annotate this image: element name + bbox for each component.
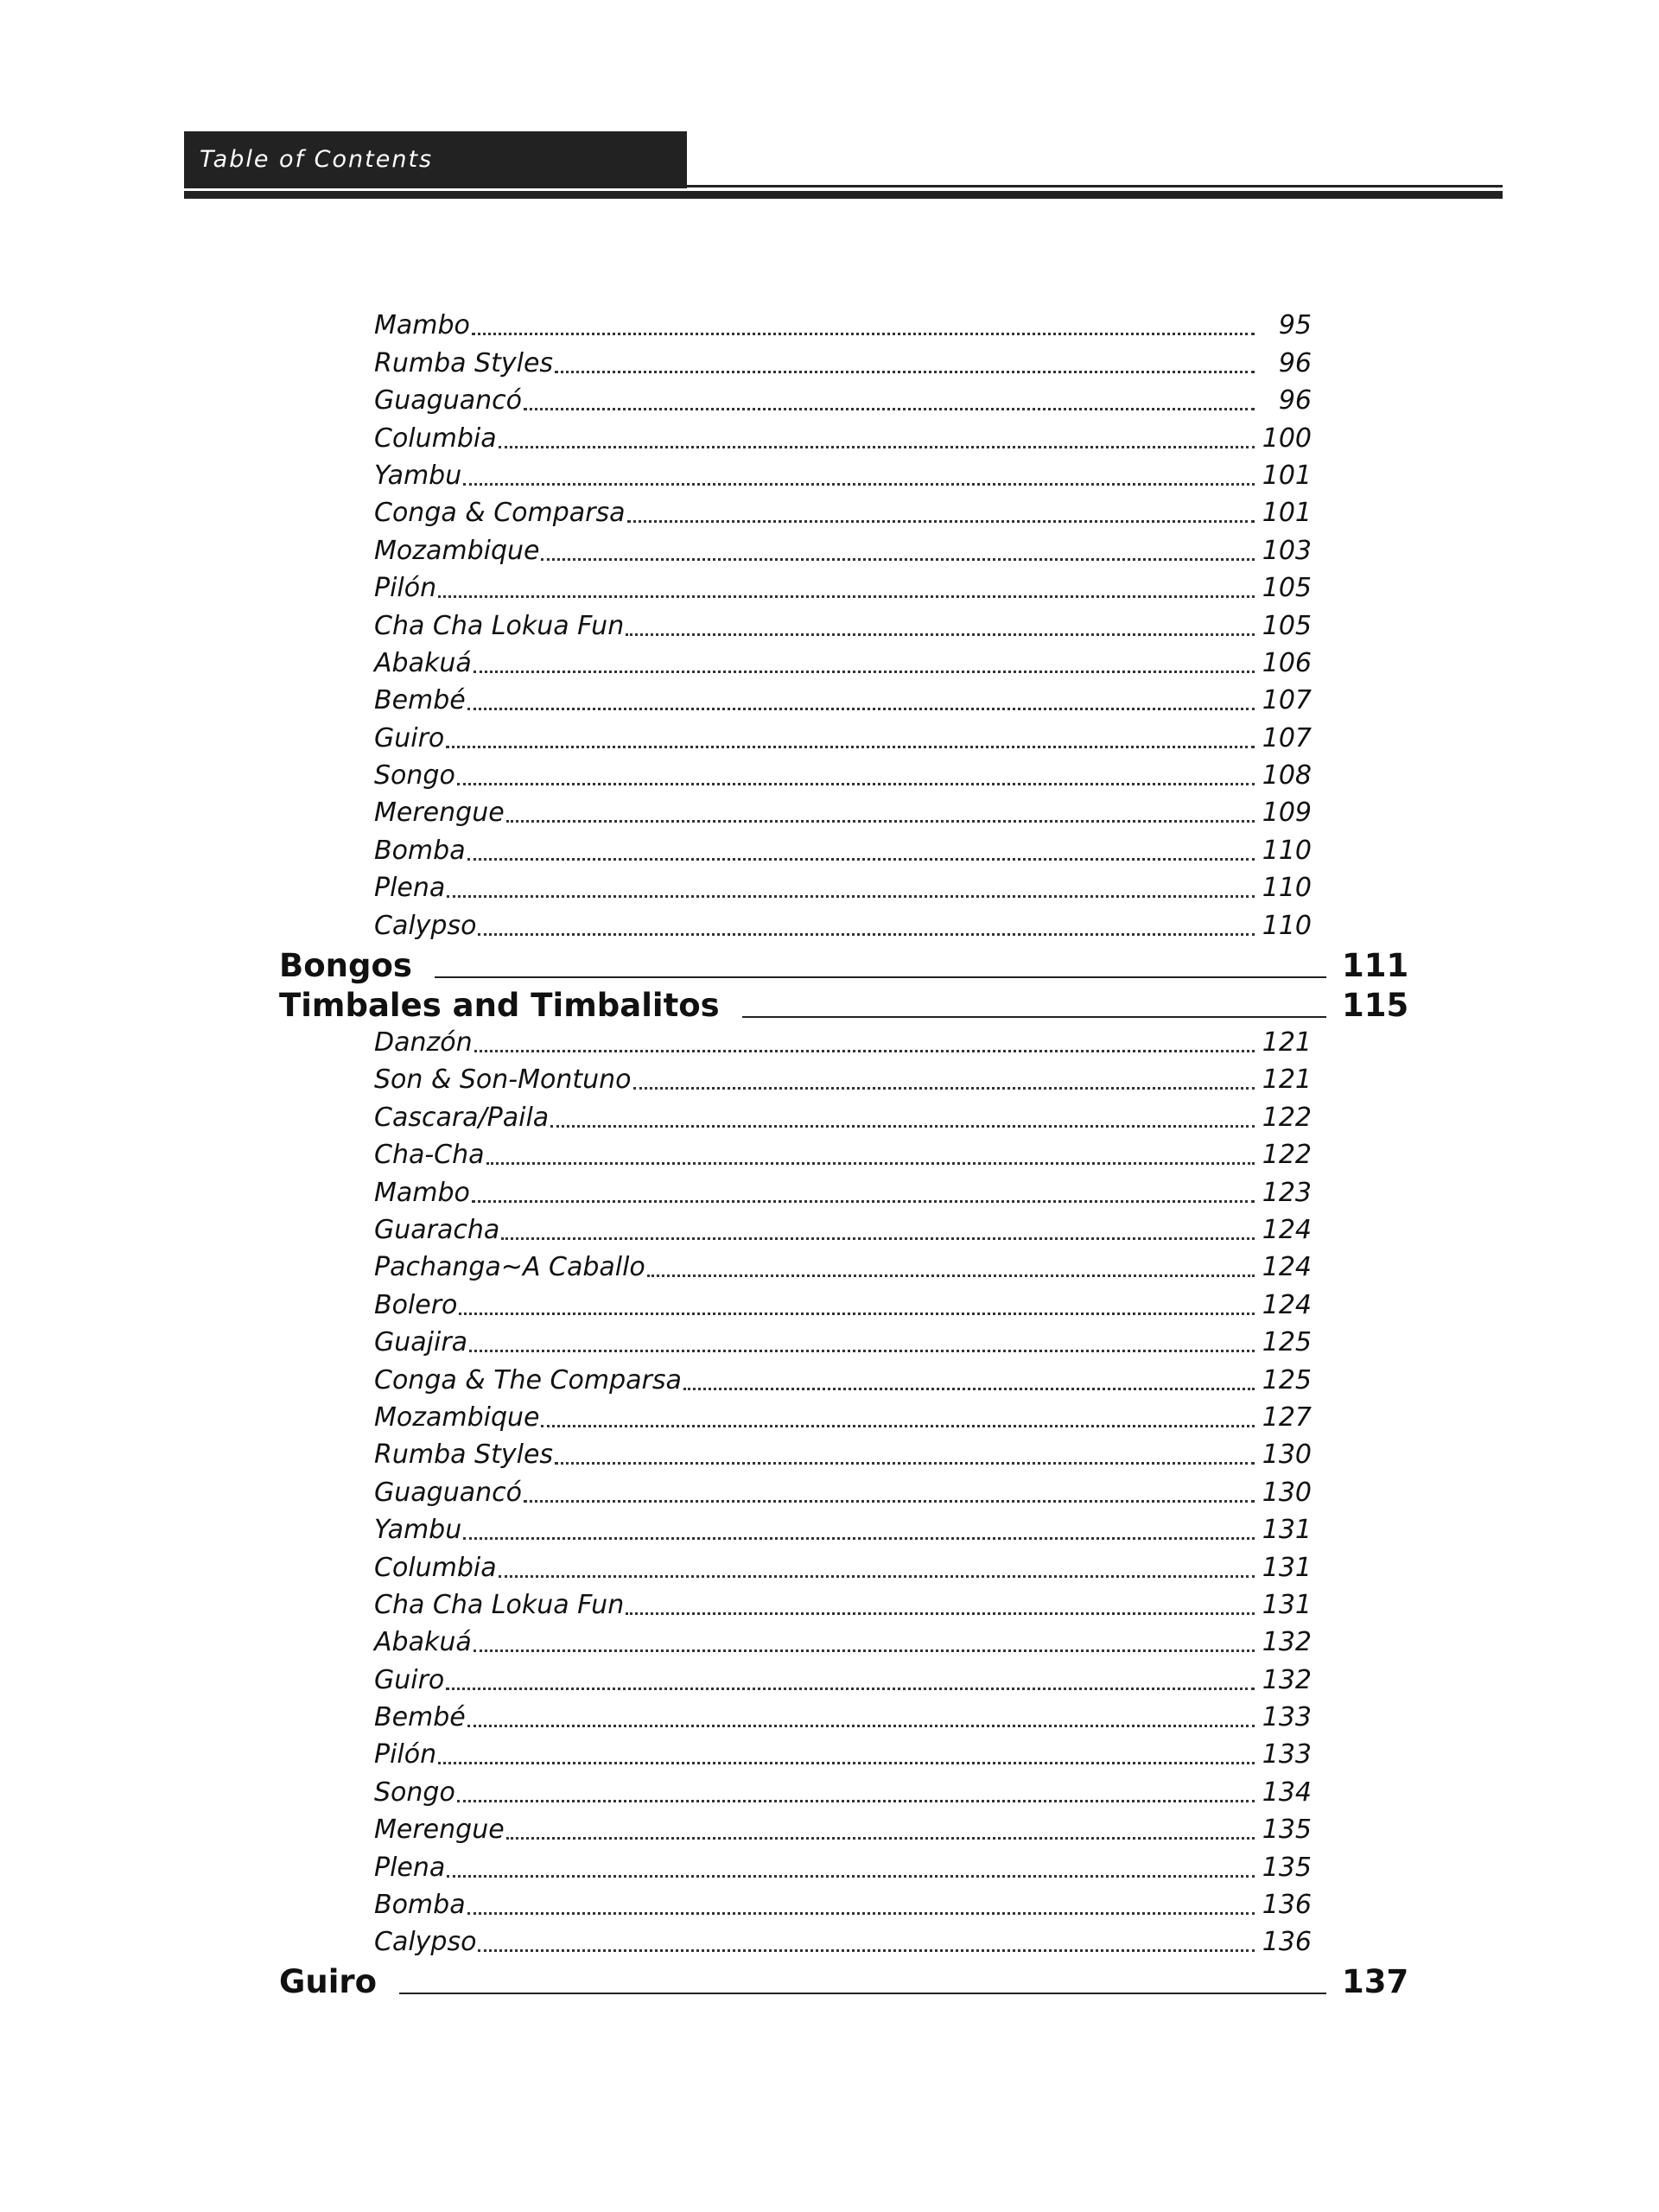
toc-page-number: 106 xyxy=(1262,647,1312,678)
toc-entry-title: Guajira xyxy=(374,1327,468,1358)
toc-entry-title: Merengue xyxy=(374,798,505,829)
toc-entry-row[interactable] xyxy=(279,1737,1402,1774)
toc-page-number: 103 xyxy=(1262,535,1312,566)
toc-entry-row[interactable] xyxy=(279,1624,1402,1662)
toc-page-number: 122 xyxy=(1262,1140,1312,1171)
toc-entry-row[interactable] xyxy=(279,1025,1402,1062)
toc-entry-row[interactable] xyxy=(279,308,1402,345)
toc-page-number: 110 xyxy=(1262,910,1312,941)
toc-leader-dots xyxy=(499,1575,1255,1578)
toc-entry-title: Cha Cha Lokua Fun xyxy=(374,1589,625,1620)
toc-page-number: 131 xyxy=(1262,1589,1312,1620)
toc-entry-row[interactable] xyxy=(279,1700,1402,1737)
toc-entry-row[interactable] xyxy=(279,420,1402,457)
toc-entry-line xyxy=(374,1587,1312,1624)
toc-entry-line xyxy=(374,495,1312,532)
toc-page-number: 101 xyxy=(1262,460,1312,491)
toc-entry-row[interactable] xyxy=(279,1325,1402,1362)
toc-leader-dots xyxy=(463,483,1255,486)
toc-page-number: 133 xyxy=(1262,1702,1312,1733)
toc-page-number: 135 xyxy=(1262,1815,1312,1846)
toc-entry-line xyxy=(374,420,1312,457)
toc-leader-dots xyxy=(647,1274,1255,1277)
toc-leader-rule xyxy=(742,1016,1326,1018)
toc-leader-dots xyxy=(486,1162,1255,1165)
toc-entry-line xyxy=(374,758,1312,795)
toc-leader-dots xyxy=(478,933,1255,936)
toc-leader-dots xyxy=(438,595,1255,598)
toc-page-number: 96 xyxy=(1278,385,1312,416)
toc-entry-line xyxy=(374,1325,1312,1362)
toc-entry-line xyxy=(374,1025,1312,1062)
toc-entry-line xyxy=(374,1362,1312,1399)
toc-entry-row[interactable] xyxy=(279,1062,1402,1099)
toc-leader-dots xyxy=(474,1050,1255,1052)
toc-entry-row[interactable] xyxy=(279,1212,1402,1249)
toc-entry-row[interactable] xyxy=(279,1887,1402,1924)
toc-page-number: 124 xyxy=(1262,1289,1312,1320)
toc-entry-row[interactable] xyxy=(279,1400,1402,1437)
toc-entry-title: Cascara/Paila xyxy=(374,1102,550,1133)
toc-entry-row[interactable] xyxy=(279,383,1402,420)
toc-page-number: 115 xyxy=(1342,986,1409,1024)
toc-entry-line xyxy=(374,1700,1312,1737)
toc-page-number: 101 xyxy=(1262,498,1312,529)
toc-leader-dots xyxy=(474,1649,1255,1652)
toc-page-number: 136 xyxy=(1262,1890,1312,1921)
toc-page-number: 124 xyxy=(1262,1214,1312,1245)
toc-entry-row[interactable] xyxy=(279,1174,1402,1211)
toc-entry-row[interactable] xyxy=(279,907,1402,944)
toc-entry-title: Conga & Comparsa xyxy=(374,498,626,529)
toc-entry-row[interactable] xyxy=(279,1849,1402,1886)
toc-entry-title: Conga & The Comparsa xyxy=(374,1364,682,1395)
toc-entry-line xyxy=(374,832,1312,869)
toc-entry-line xyxy=(374,1549,1312,1586)
toc-entry-title: Mambo xyxy=(374,310,470,341)
toc-entry-row[interactable] xyxy=(279,795,1402,832)
header-rule-thin xyxy=(184,185,1503,188)
toc-leader-dots xyxy=(446,746,1255,748)
toc-page-number: 132 xyxy=(1262,1664,1312,1695)
toc-section-line xyxy=(279,1961,1409,2001)
toc-entry-line xyxy=(374,1887,1312,1924)
toc-leader-rule xyxy=(435,976,1326,978)
toc-entry-row[interactable] xyxy=(279,1812,1402,1849)
toc-entry-row[interactable] xyxy=(279,1137,1402,1174)
toc-entry-line xyxy=(374,1437,1312,1474)
toc-entry-title: Danzón xyxy=(374,1027,473,1058)
toc-entry-title: Bembé xyxy=(374,1702,466,1733)
toc-entry-line xyxy=(374,1812,1312,1849)
toc-page-number: 107 xyxy=(1262,685,1312,716)
toc-leader-dots xyxy=(506,820,1255,823)
toc-page-number: 133 xyxy=(1262,1739,1312,1770)
toc-entry-row[interactable] xyxy=(279,1474,1402,1511)
toc-entry-title: Abakuá xyxy=(374,647,472,678)
toc-section-line xyxy=(279,985,1409,1025)
toc-entry-row[interactable] xyxy=(279,1099,1402,1136)
toc-entry-row[interactable] xyxy=(279,607,1402,645)
toc-entry-line xyxy=(374,1099,1312,1136)
toc-leader-dots xyxy=(633,1087,1255,1090)
toc-page-number: 95 xyxy=(1278,310,1312,341)
toc-leader-dots xyxy=(555,1462,1255,1465)
toc-leader-dots xyxy=(472,333,1255,335)
toc-entry-line xyxy=(374,1174,1312,1211)
toc-entry-row[interactable] xyxy=(279,1587,1402,1624)
toc-entry-line xyxy=(374,1287,1312,1324)
toc-entry-row[interactable] xyxy=(279,570,1402,607)
toc-leader-dots xyxy=(524,408,1255,410)
toc-leader-dots xyxy=(627,520,1255,523)
toc-section-title: Guiro xyxy=(279,1963,378,2001)
toc-page-number: 111 xyxy=(1342,946,1409,984)
toc-leader-dots xyxy=(467,1912,1255,1915)
toc-leader-dots xyxy=(438,1762,1255,1764)
toc-entry-title: Mozambique xyxy=(374,535,540,566)
toc-page-number: 127 xyxy=(1262,1402,1312,1433)
toc-entry-title: Guaguancó xyxy=(374,1477,522,1508)
toc-entry-title: Abakuá xyxy=(374,1627,472,1658)
toc-entry-line xyxy=(374,1249,1312,1287)
toc-page-number: 131 xyxy=(1262,1552,1312,1583)
toc-entry-row[interactable] xyxy=(279,683,1402,720)
toc-entry-row[interactable] xyxy=(279,758,1402,795)
toc-page-number: 122 xyxy=(1262,1102,1312,1133)
toc-entry-line xyxy=(374,570,1312,607)
toc-entry-line xyxy=(374,870,1312,907)
header-rule-thick xyxy=(184,191,1503,199)
toc-entry-row[interactable] xyxy=(279,1774,1402,1811)
toc-leader-dots xyxy=(683,1388,1255,1390)
toc-page-number: 134 xyxy=(1262,1777,1312,1808)
toc-entry-title: Rumba Styles xyxy=(374,347,554,378)
toc-page-number: 137 xyxy=(1342,1963,1409,2001)
toc-entry-title: Bolero xyxy=(374,1289,458,1320)
toc-entry-row[interactable] xyxy=(279,458,1402,495)
table-of-contents xyxy=(279,308,1409,2001)
toc-entry-line xyxy=(374,1212,1312,1249)
toc-entry-line xyxy=(374,1774,1312,1811)
toc-entry-line xyxy=(374,345,1312,382)
toc-entry-line xyxy=(374,1137,1312,1174)
toc-leader-dots xyxy=(474,671,1255,673)
toc-entry-line xyxy=(374,720,1312,757)
toc-page-number: 121 xyxy=(1262,1027,1312,1058)
toc-entry-row[interactable] xyxy=(279,1249,1402,1287)
toc-entry-title: Yambu xyxy=(374,1515,462,1546)
toc-entry-line xyxy=(374,683,1312,720)
toc-leader-rule xyxy=(399,1993,1326,1994)
toc-page-number: 108 xyxy=(1262,760,1312,791)
toc-section-row[interactable] xyxy=(279,945,1409,985)
toc-entry-title: Songo xyxy=(374,1777,455,1808)
toc-leader-dots xyxy=(446,1688,1255,1690)
toc-page-number: 105 xyxy=(1262,573,1312,604)
toc-entry-line xyxy=(374,532,1312,569)
toc-leader-dots xyxy=(626,633,1255,636)
toc-leader-dots xyxy=(524,1500,1255,1503)
toc-entry-line xyxy=(374,1624,1312,1662)
toc-page-number: 100 xyxy=(1262,423,1312,454)
toc-entry-row[interactable] xyxy=(279,345,1402,382)
toc-leader-dots xyxy=(457,783,1255,785)
toc-entry-line xyxy=(374,607,1312,645)
toc-entry-title: Calypso xyxy=(374,1927,477,1958)
toc-page-number: 110 xyxy=(1262,873,1312,904)
toc-page-number: 109 xyxy=(1262,798,1312,829)
toc-entry-row[interactable] xyxy=(279,1437,1402,1474)
toc-entry-title: Columbia xyxy=(374,423,497,454)
toc-entry-title: Mozambique xyxy=(374,1402,540,1433)
toc-entry-row[interactable] xyxy=(279,720,1402,757)
toc-section-title: Timbales and Timbalitos xyxy=(279,986,720,1024)
toc-entry-line xyxy=(374,1737,1312,1774)
toc-page-number: 125 xyxy=(1262,1364,1312,1395)
toc-entry-line xyxy=(374,308,1312,345)
toc-section-line xyxy=(279,945,1409,985)
toc-page-number: 124 xyxy=(1262,1252,1312,1283)
toc-page-number: 132 xyxy=(1262,1627,1312,1658)
toc-leader-dots xyxy=(447,1875,1255,1878)
toc-entry-title: Songo xyxy=(374,760,455,791)
toc-leader-dots xyxy=(555,371,1255,373)
toc-entry-title: Calypso xyxy=(374,910,477,941)
toc-entry-title: Rumba Styles xyxy=(374,1440,554,1471)
toc-entry-title: Merengue xyxy=(374,1815,505,1846)
toc-entry-title: Guaguancó xyxy=(374,385,522,416)
toc-entry-row[interactable] xyxy=(279,870,1402,907)
toc-entry-title: Pachanga~A Caballo xyxy=(374,1252,645,1283)
toc-page-number: 121 xyxy=(1262,1065,1312,1096)
toc-leader-dots xyxy=(501,1237,1255,1240)
toc-entry-title: Cha Cha Lokua Fun xyxy=(374,610,625,641)
toc-leader-dots xyxy=(447,895,1255,898)
toc-entry-title: Son & Son-Montuno xyxy=(374,1065,632,1096)
toc-entry-line xyxy=(374,645,1312,683)
toc-entry-row[interactable] xyxy=(279,1362,1402,1399)
toc-entry-title: Bomba xyxy=(374,1890,466,1921)
toc-section-title: Bongos xyxy=(279,946,412,984)
toc-entry-title: Mambo xyxy=(374,1177,470,1208)
toc-leader-dots xyxy=(457,1800,1255,1802)
toc-page-number: 131 xyxy=(1262,1515,1312,1546)
toc-entry-line xyxy=(374,1062,1312,1099)
toc-entry-title: Guiro xyxy=(374,722,445,753)
toc-leader-dots xyxy=(467,858,1255,861)
toc-leader-dots xyxy=(541,1425,1255,1427)
toc-entry-line xyxy=(374,383,1312,420)
toc-page-number: 110 xyxy=(1262,835,1312,866)
toc-page-number: 96 xyxy=(1278,347,1312,378)
toc-entry-title: Pilón xyxy=(374,573,437,604)
toc-page-number: 107 xyxy=(1262,722,1312,753)
toc-page-number: 130 xyxy=(1262,1477,1312,1508)
toc-entry-line xyxy=(374,907,1312,944)
toc-page-number: 130 xyxy=(1262,1440,1312,1471)
toc-leader-dots xyxy=(478,1949,1255,1952)
toc-entry-title: Yambu xyxy=(374,460,462,491)
toc-entry-title: Cha-Cha xyxy=(374,1140,485,1171)
toc-leader-dots xyxy=(467,1725,1255,1727)
toc-entry-row[interactable] xyxy=(279,1924,1402,1961)
toc-section-row[interactable] xyxy=(279,1961,1409,2001)
toc-entry-line xyxy=(374,1474,1312,1511)
toc-entry-row[interactable] xyxy=(279,532,1402,569)
toc-entry-line xyxy=(374,1400,1312,1437)
toc-leader-dots xyxy=(499,446,1255,448)
toc-leader-dots xyxy=(459,1313,1255,1315)
toc-entry-row[interactable] xyxy=(279,1549,1402,1586)
toc-entry-line xyxy=(374,1924,1312,1961)
toc-entry-row[interactable] xyxy=(279,1512,1402,1549)
toc-entry-line xyxy=(374,1849,1312,1886)
header-title: Table of Contents xyxy=(184,131,687,188)
toc-entry-title: Guiro xyxy=(374,1664,445,1695)
toc-entry-line xyxy=(374,1662,1312,1699)
toc-leader-dots xyxy=(541,558,1255,561)
toc-entry-title: Pilón xyxy=(374,1739,437,1770)
toc-entry-title: Columbia xyxy=(374,1552,497,1583)
toc-entry-row[interactable] xyxy=(279,832,1402,869)
toc-page-number: 123 xyxy=(1262,1177,1312,1208)
toc-leader-dots xyxy=(463,1537,1255,1540)
toc-leader-dots xyxy=(626,1612,1255,1615)
toc-leader-dots xyxy=(469,1350,1255,1352)
toc-entry-title: Bomba xyxy=(374,835,466,866)
toc-page-number: 125 xyxy=(1262,1327,1312,1358)
toc-entry-line xyxy=(374,795,1312,832)
toc-entry-title: Guaracha xyxy=(374,1214,500,1245)
toc-leader-dots xyxy=(506,1837,1255,1840)
toc-entry-line xyxy=(374,458,1312,495)
toc-page-number: 105 xyxy=(1262,610,1312,641)
toc-entry-title: Plena xyxy=(374,1852,446,1883)
toc-section-row[interactable] xyxy=(279,985,1409,1025)
toc-entry-row[interactable] xyxy=(279,1662,1402,1699)
toc-entry-title: Bembé xyxy=(374,685,466,716)
toc-entry-title: Plena xyxy=(374,873,446,904)
toc-entry-row[interactable] xyxy=(279,645,1402,683)
toc-entry-row[interactable] xyxy=(279,495,1402,532)
toc-page-number: 136 xyxy=(1262,1927,1312,1958)
toc-leader-dots xyxy=(467,708,1255,710)
toc-page-number: 135 xyxy=(1262,1852,1312,1883)
toc-leader-dots xyxy=(550,1125,1255,1128)
toc-entry-line xyxy=(374,1512,1312,1549)
toc-entry-row[interactable] xyxy=(279,1287,1402,1324)
toc-leader-dots xyxy=(472,1200,1255,1203)
